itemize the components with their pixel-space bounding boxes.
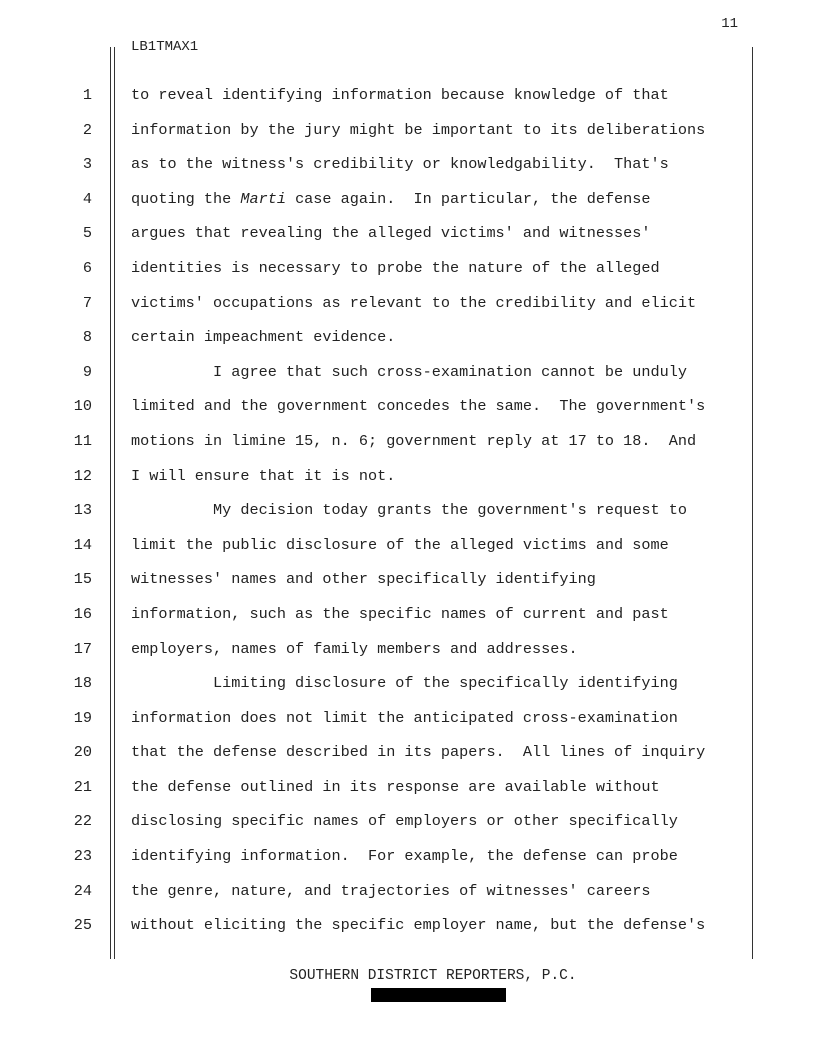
transcript-line [0,874,816,909]
line-number: 22 [73,812,92,831]
line-number: 6 [82,258,92,277]
line-number: 15 [73,570,92,589]
line-text [131,908,705,943]
text-segment: identifying information. For example, the defense can probe [131,847,678,866]
transcript-line [0,562,816,597]
line-text [131,701,678,736]
transcript-body [0,78,816,943]
text-segment: limited and the government concedes the same. The government's [131,397,706,416]
line-text [131,355,687,390]
transcript-line [0,147,816,182]
line-text [131,113,705,148]
text-segment: victims' occupations as relevant to the credibility and elicit [131,293,697,312]
line-text [131,735,705,770]
line-number: 2 [82,120,92,139]
line-number: 21 [73,777,92,796]
line-text [131,424,696,459]
transcript-line [0,701,816,736]
line-text [131,147,669,182]
line-number: 7 [82,293,92,312]
text-segment: case again. In particular, the defense [285,189,651,208]
text-segment: as to the witness's credibility or knowledgability. That's [131,155,669,174]
transcript-line [0,908,816,943]
line-text [131,182,651,217]
text-segment: disclosing specific names of employers or other specifically [131,812,678,831]
transcript-line [0,251,816,286]
transcript-line [0,389,816,424]
transcript-line [0,804,816,839]
transcript-line [0,493,816,528]
transcript-line [0,528,816,563]
reporter-footer: SOUTHERN DISTRICT REPORTERS, P.C. [289,968,577,984]
line-text [131,320,395,355]
transcript-line [0,113,816,148]
transcript-line [0,666,816,701]
transcript-line [0,459,816,494]
line-number: 3 [82,155,92,174]
line-text [131,874,651,909]
transcript-line [0,770,816,805]
text-segment: information does not limit the anticipated cross-examination [131,708,678,727]
text-segment: the defense outlined in its response are available without [131,777,660,796]
redaction-bar [371,988,506,1002]
transcript-line [0,597,816,632]
line-text [131,216,651,251]
transcript-line [0,839,816,874]
line-text [131,389,705,424]
text-segment: to reveal identifying information because knowledge of that [131,86,669,104]
transcript-line [0,286,816,321]
text-segment: My decision today grants the government's request to [131,501,687,520]
text-segment: identities is necessary to probe the nature of the alleged [131,258,660,277]
line-text [131,804,678,839]
line-number: 17 [73,639,92,658]
line-text [131,493,687,528]
line-number: 16 [73,604,92,623]
line-number: 10 [73,397,92,416]
line-text [131,632,578,667]
transcript-line [0,182,816,217]
transcript-line [0,424,816,459]
line-text [131,597,669,632]
line-number: 4 [82,189,92,208]
line-text [131,459,395,494]
line-number: 12 [73,466,92,485]
text-segment: that the defense described in its papers. All lines of inquiry [131,743,706,762]
transcript-line [0,216,816,251]
line-number: 9 [82,362,92,381]
line-number: 19 [73,708,92,727]
line-text [131,666,678,701]
line-text [131,251,660,286]
line-number: 8 [82,328,92,347]
transcript-line [0,632,816,667]
transcript-line [0,78,816,113]
line-number: 20 [73,743,92,762]
line-text [131,770,660,805]
transcript-line [0,320,816,355]
line-text [131,78,669,113]
text-segment: witnesses' names and other specifically identifying [131,570,596,589]
case-identifier: LB1TMAX1 [131,39,199,55]
line-text [131,562,596,597]
text-segment: limit the public disclosure of the alleged victims and some [131,535,669,554]
text-segment: employers, names of family members and addresses. [131,639,578,658]
line-number: 24 [73,881,92,900]
line-number: 25 [73,916,92,935]
text-segment: I agree that such cross-examination cannot be unduly [131,362,687,381]
text-segment: certain impeachment evidence. [131,328,396,347]
line-number: 1 [82,86,92,104]
text-segment: quoting the [131,189,241,208]
text-segment: without eliciting the specific employer name, but the defense's [131,916,706,935]
line-number: 11 [73,431,92,450]
case-name-italic: Marti [240,189,286,208]
line-text [131,286,696,321]
line-number: 18 [73,674,92,693]
line-number: 13 [73,501,92,520]
text-segment: the genre, nature, and trajectories of witnesses' careers [131,881,651,900]
line-number: 5 [82,224,92,243]
line-number: 23 [73,847,92,866]
line-text [131,839,678,874]
text-segment: Limiting disclosure of the specifically identifying [131,674,678,693]
text-segment: argues that revealing the alleged victims' and witnesses' [131,224,651,243]
text-segment: I will ensure that it is not. [131,466,396,485]
text-segment: information, such as the specific names of current and past [131,604,669,623]
transcript-line [0,735,816,770]
text-segment: motions in limine 15, n. 6; government reply at 17 to 18. And [131,431,697,450]
text-segment: information by the jury might be important to its deliberations [131,120,706,139]
transcript-line [0,355,816,390]
line-number: 14 [73,535,92,554]
page-number: 11 [721,16,738,32]
line-text [131,528,669,563]
